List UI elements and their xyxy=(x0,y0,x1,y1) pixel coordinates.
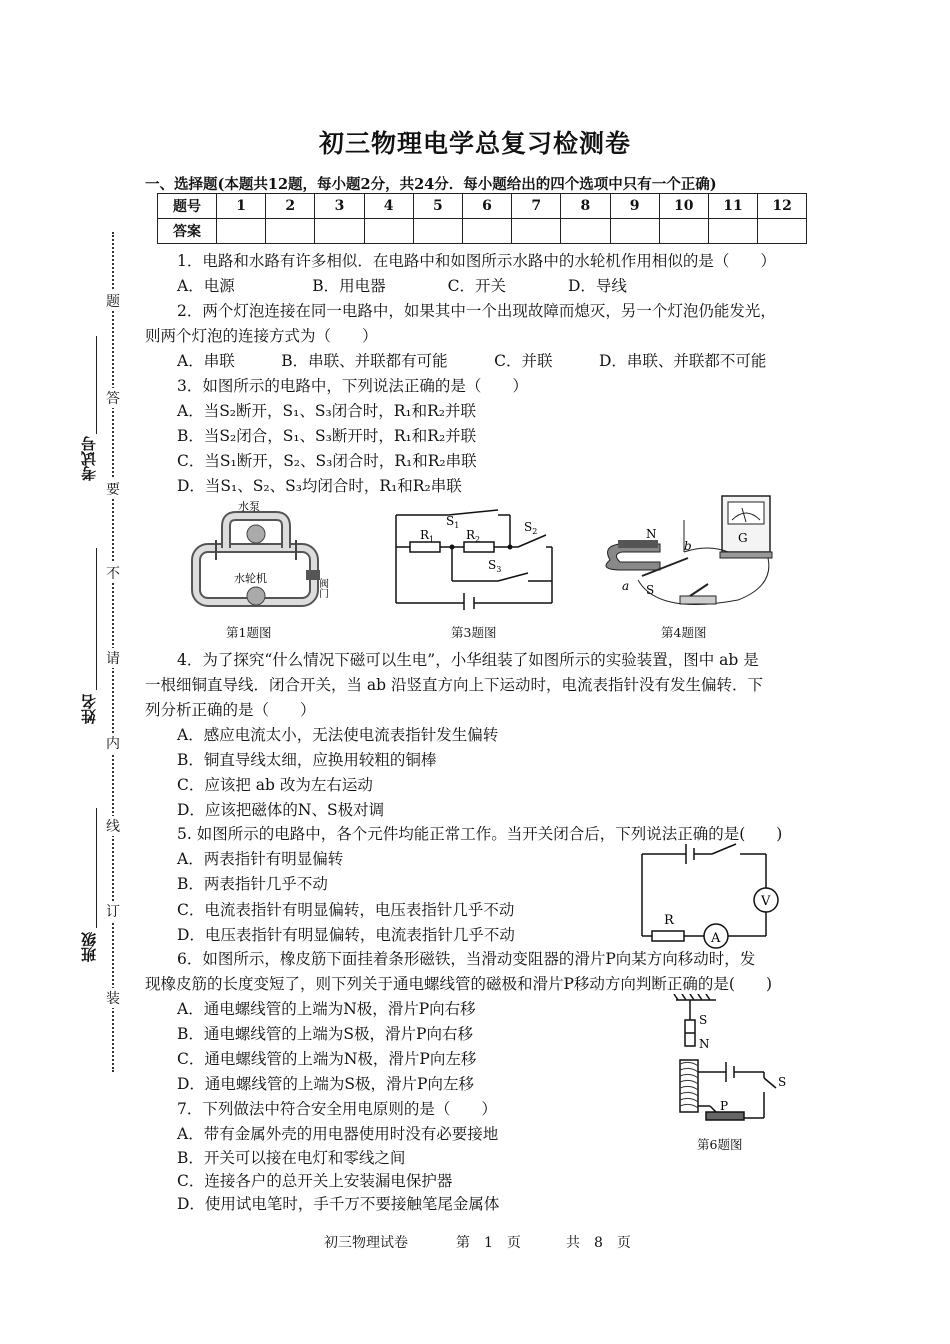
pole-s-label: S xyxy=(646,583,655,597)
question-2-stem-cont: 则两个灯泡的连接方式为（ ） xyxy=(145,327,378,345)
question-4-option-a: A．感应电流太小，无法使电流表指针发生偏转 xyxy=(177,726,499,744)
name-label: 姓名 xyxy=(80,694,98,724)
margin-word: 内 xyxy=(106,733,120,753)
answer-cell[interactable] xyxy=(610,219,659,244)
answer-cell[interactable] xyxy=(462,219,511,244)
table-row xyxy=(158,219,807,244)
figure-4-caption: 第4题图 xyxy=(661,625,707,640)
margin-word: 线 xyxy=(106,816,120,836)
margin-word: 订 xyxy=(106,901,120,921)
margin-word: 请 xyxy=(106,648,120,668)
figure-6-caption: 第6题图 xyxy=(697,1137,743,1152)
valve-label: 阀门 xyxy=(316,578,328,598)
question-3-option-d: D．当S₁、S₂、S₃均闭合时，R₁和R₂串联 xyxy=(177,477,462,495)
answer-table xyxy=(157,193,807,244)
magnet-s-label: S xyxy=(699,1013,708,1027)
margin-word: 不 xyxy=(106,563,120,583)
resistor-label: R xyxy=(664,913,674,928)
write-line xyxy=(96,548,97,690)
question-number: 5 xyxy=(413,194,462,219)
answer-cell[interactable] xyxy=(364,219,413,244)
question-1-stem: 1．电路和水路有许多相似．在电路中和如图所示水路中的水轮机作用相似的是（ ） xyxy=(177,252,776,270)
table-header-cell: 题号 xyxy=(158,194,217,219)
question-number: 7 xyxy=(512,194,561,219)
figure-3-caption: 第3题图 xyxy=(451,625,497,640)
margin-word: 题 xyxy=(106,291,120,311)
question-2-options: A．串联 B．串联、并联都有可能 C．并联 D．串联、并联都不可能 xyxy=(177,352,767,370)
question-3-option-a: A．当S₂断开，S₁、S₃闭合时，R₁和R₂并联 xyxy=(177,402,476,420)
question-6-option-c: C．通电螺线管的上端为N极，滑片P向左移 xyxy=(177,1050,477,1068)
question-number: 3 xyxy=(315,194,364,219)
answer-cell[interactable] xyxy=(266,219,315,244)
exam-number-label: 考试号 xyxy=(80,436,98,481)
question-number: 12 xyxy=(758,194,807,219)
page-title: 初三物理电学总复习检测卷 xyxy=(318,129,631,158)
question-4-option-d: D．应该把磁体的N、S极对调 xyxy=(177,801,385,819)
table-row xyxy=(158,194,807,219)
question-4-stem-cont: 列分析正确的是（ ） xyxy=(145,701,316,719)
ammeter-label: A xyxy=(711,931,721,946)
figure-6-solenoid xyxy=(666,994,796,1124)
r1-label: $R_1$ xyxy=(420,528,435,544)
footer-total: 共 8 页 xyxy=(566,1235,631,1251)
question-4-option-b: B．铜直导线太细，应换用较粗的铜棒 xyxy=(177,751,437,769)
figure-1-water-circuit xyxy=(186,500,346,610)
question-7-option-a: A．带有金属外壳的用电器使用时没有必要接地 xyxy=(177,1125,499,1143)
question-number: 11 xyxy=(708,194,757,219)
question-3-stem: 3．如图所示的电路中，下列说法正确的是（ ） xyxy=(177,377,528,395)
footer-page: 第 1 页 xyxy=(456,1235,521,1251)
question-number: 2 xyxy=(266,194,315,219)
question-5-option-c: C．电流表指针有明显偏转，电压表指针几乎不动 xyxy=(177,901,515,919)
question-4-stem: 4．为了探究“什么情况下磁可以生电”，小华组装了如图所示的实验装置，图中 ab 是 xyxy=(177,651,759,669)
magnet-n-label: N xyxy=(699,1037,710,1051)
pump-label: 水泵 xyxy=(238,500,260,513)
question-number: 4 xyxy=(364,194,413,219)
question-5-option-a: A．两表指针有明显偏转 xyxy=(177,850,344,868)
figure-5-circuit xyxy=(636,842,786,950)
answer-cell[interactable] xyxy=(217,219,266,244)
answer-cell[interactable] xyxy=(758,219,807,244)
footer-subject: 初三物理试卷 xyxy=(324,1235,408,1251)
question-number: 10 xyxy=(659,194,708,219)
question-4-option-c: C．应该把 ab 改为左右运动 xyxy=(177,776,373,794)
question-5-stem: 5. 如图所示的电路中，各个元件均能正常工作。当开关闭合后，下列说法正确的是( ) xyxy=(177,825,783,843)
point-a-label: a xyxy=(622,579,630,593)
section-heading: 一、选择题(本题共12题，每小题2分，共24分．每小题给出的四个选项中只有一个正确) xyxy=(145,176,717,193)
answer-cell[interactable] xyxy=(561,219,610,244)
s3-label: $S_3$ xyxy=(488,558,502,574)
question-6-option-a: A．通电螺线管的上端为N极，滑片P向右移 xyxy=(177,1000,476,1018)
question-number: 6 xyxy=(462,194,511,219)
question-7-option-c: C．连接各户的总开关上安装漏电保护器 xyxy=(177,1172,453,1190)
question-7-option-d: D．使用试电笔时，手千万不要接触笔尾金属体 xyxy=(177,1195,500,1213)
answer-cell[interactable] xyxy=(512,219,561,244)
s2-label: $S_2$ xyxy=(524,520,538,536)
figure-1-caption: 第1题图 xyxy=(226,625,272,640)
voltmeter-label: V xyxy=(761,894,771,909)
question-6-option-d: D．通电螺线管的上端为S极，滑片P向左移 xyxy=(177,1075,474,1093)
question-number: 9 xyxy=(610,194,659,219)
question-5-option-b: B．两表指针几乎不动 xyxy=(177,875,328,893)
question-2-stem: 2．两个灯泡连接在同一电路中，如果其中一个出现故障而熄灭，另一个灯泡仍能发光， xyxy=(177,302,776,320)
table-header-cell: 答案 xyxy=(158,219,217,244)
answer-cell[interactable] xyxy=(708,219,757,244)
question-3-option-c: C．当S₁断开，S₂、S₃闭合时，R₁和R₂串联 xyxy=(177,452,477,470)
switch-s-label: S xyxy=(778,1075,787,1089)
margin-word: 要 xyxy=(106,479,120,499)
galvanometer-label: G xyxy=(738,531,748,545)
question-5-option-d: D．电压表指针有明显偏转，电流表指针几乎不动 xyxy=(177,926,515,944)
pole-n-label: N xyxy=(646,527,657,541)
slider-p-label: P xyxy=(720,1099,729,1113)
turbine-label: 水轮机 xyxy=(234,572,267,585)
r2-label: $R_2$ xyxy=(466,528,481,544)
answer-cell[interactable] xyxy=(659,219,708,244)
write-line xyxy=(96,808,97,928)
margin-word: 答 xyxy=(106,388,120,408)
question-7-option-b: B．开关可以接在电灯和零线之间 xyxy=(177,1149,406,1167)
figure-4-induction-apparatus xyxy=(598,490,788,615)
question-6-stem: 6．如图所示，橡皮筋下面挂着条形磁铁，当滑动变阻器的滑片P向某方向移动时，发 xyxy=(177,950,756,968)
question-7-stem: 7．下列做法中符合安全用电原则的是（ ） xyxy=(177,1100,497,1118)
question-3-option-b: B．当S₂闭合，S₁、S₃断开时，R₁和R₂并联 xyxy=(177,427,477,445)
class-label: 班级 xyxy=(80,932,98,962)
question-number: 1 xyxy=(217,194,266,219)
question-6-stem-cont: 现橡皮筋的长度变短了，则下列关于通电螺线管的磁极和滑片P移动方向判断正确的是( ) xyxy=(145,975,773,993)
answer-cell[interactable] xyxy=(413,219,462,244)
point-b-label: b xyxy=(684,539,692,553)
question-number: 8 xyxy=(561,194,610,219)
question-4-stem-cont: 一根细铜直导线．闭合开关，当 ab 沿竖直方向上下运动时，电流表指针没有发生偏转．下 xyxy=(145,676,764,694)
write-line xyxy=(96,336,97,434)
question-6-option-b: B．通电螺线管的上端为S极，滑片P向右移 xyxy=(177,1025,473,1043)
figure-3-circuit xyxy=(388,505,558,610)
answer-cell[interactable] xyxy=(315,219,364,244)
margin-word: 装 xyxy=(106,988,120,1008)
question-1-options: A．电源 B．用电器 C．开关 D．导线 xyxy=(177,277,627,295)
s1-label: $S_1$ xyxy=(446,514,460,530)
